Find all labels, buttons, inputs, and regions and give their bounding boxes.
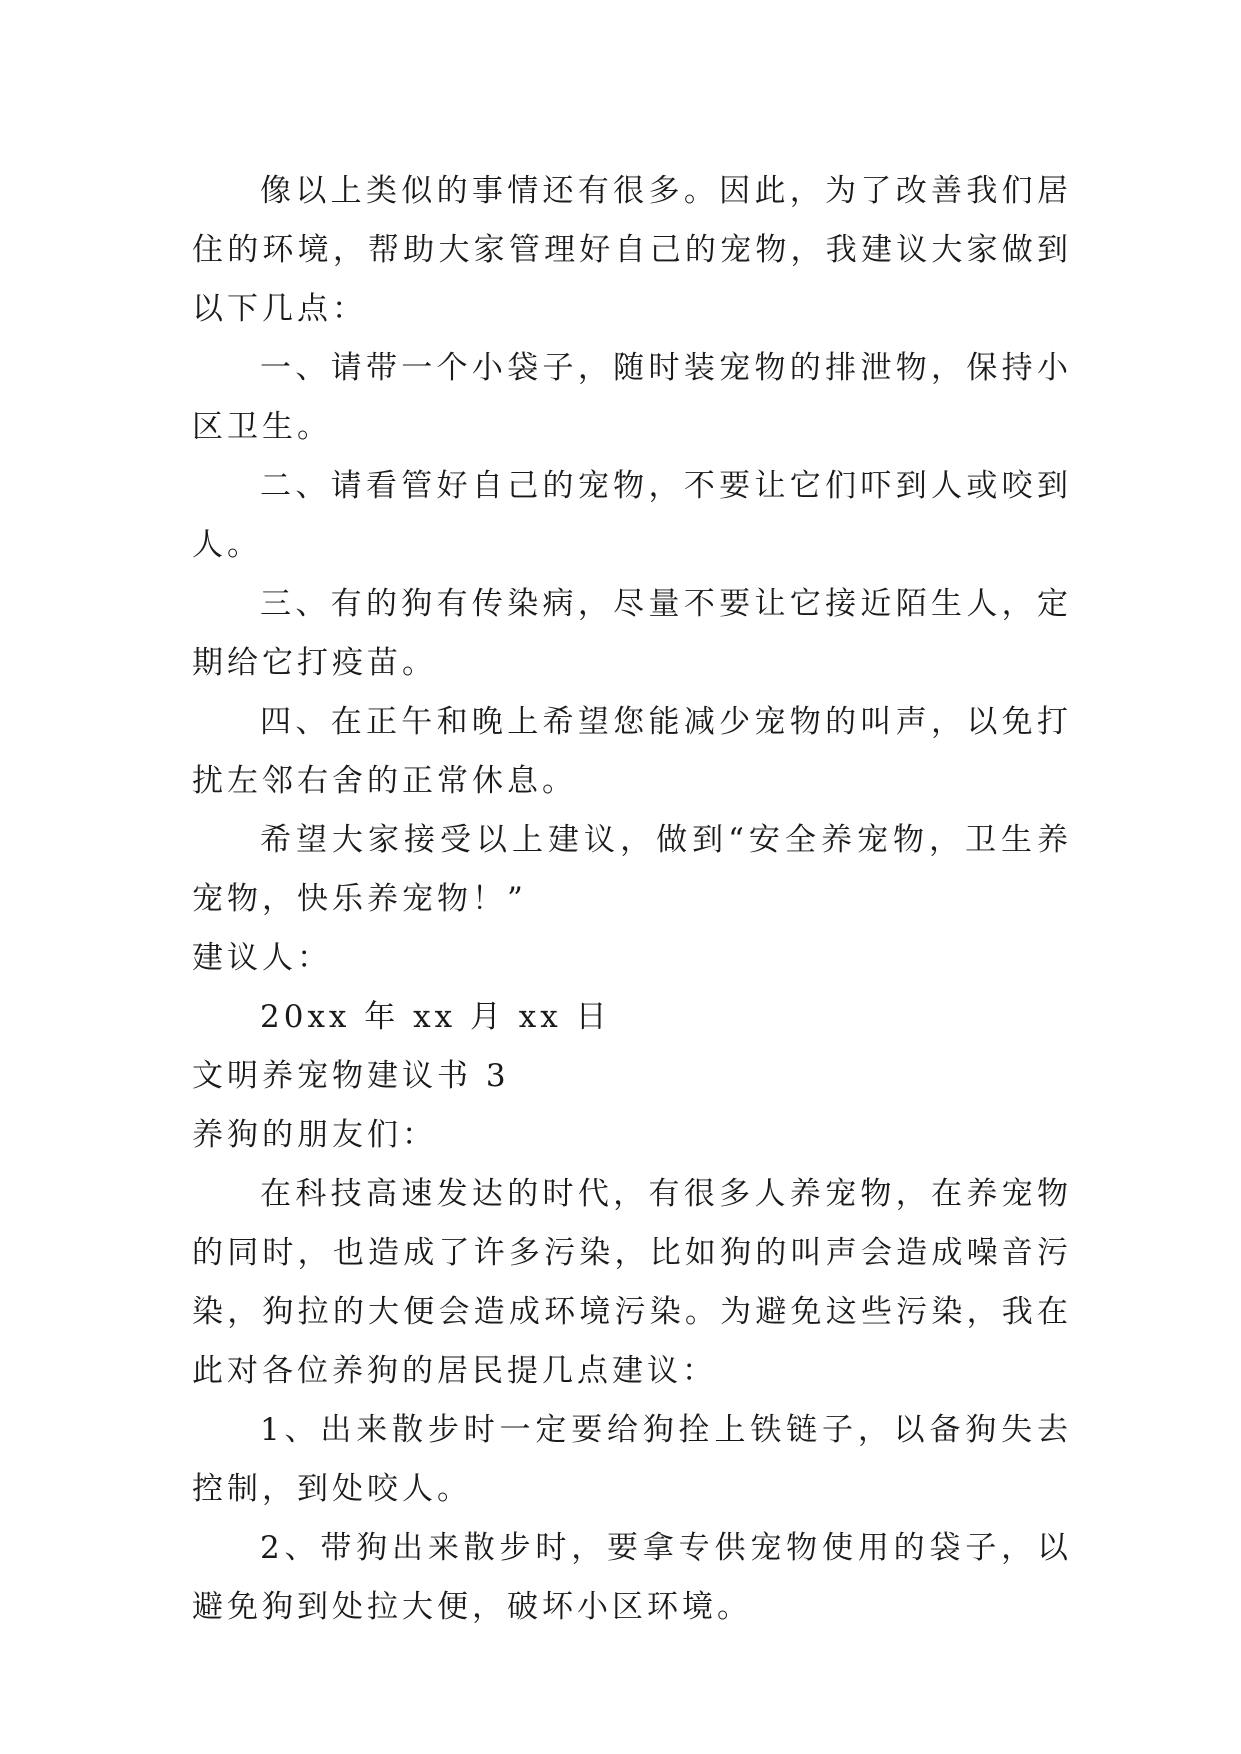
suggestion-item-2: 二、请看管好自己的宠物，不要让它们吓到人或咬到人。 xyxy=(192,468,1072,563)
suggestion-item-1: 一、请带一个小袋子，随时装宠物的排泄物，保持小区卫生。 xyxy=(192,350,1072,445)
date-line: 20xx 年 xx 月 xx 日 xyxy=(260,999,611,1035)
numbered-item-1: 1、出来散步时一定要给狗拴上铁链子，以备狗失去控制，到处咬人。 xyxy=(192,1412,1072,1507)
section-title: 文明养宠物建议书 3 xyxy=(192,1058,510,1094)
proposer-label: 建议人： xyxy=(192,940,332,976)
salutation: 养狗的朋友们： xyxy=(192,1117,437,1153)
suggestion-item-3: 三、有的狗有传染病，尽量不要让它接近陌生人，定期给它打疫苗。 xyxy=(192,586,1072,681)
closing-paragraph: 希望大家接受以上建议，做到“安全养宠物，卫生养宠物，快乐养宠物！” xyxy=(192,822,1072,917)
paragraph-intro: 像以上类似的事情还有很多。因此，为了改善我们居住的环境，帮助大家管理好自己的宠物，我建议大家做到以下几点： xyxy=(192,173,1072,327)
numbered-item-2: 2、带狗出来散步时，要拿专供宠物使用的袋子，以避免狗到处拉大便，破坏小区环境。 xyxy=(192,1530,1072,1625)
document-body xyxy=(192,162,1072,1637)
paragraph-body: 在科技高速发达的时代，有很多人养宠物，在养宠物的同时，也造成了许多污染，比如狗的叫声会造成噪音污染，狗拉的大便会造成环境污染。为避免这些污染，我在此对各位养狗的居民提几点建议： xyxy=(192,1176,1072,1389)
suggestion-item-4: 四、在正午和晚上希望您能减少宠物的叫声，以免打扰左邻右舍的正常休息。 xyxy=(192,704,1072,799)
